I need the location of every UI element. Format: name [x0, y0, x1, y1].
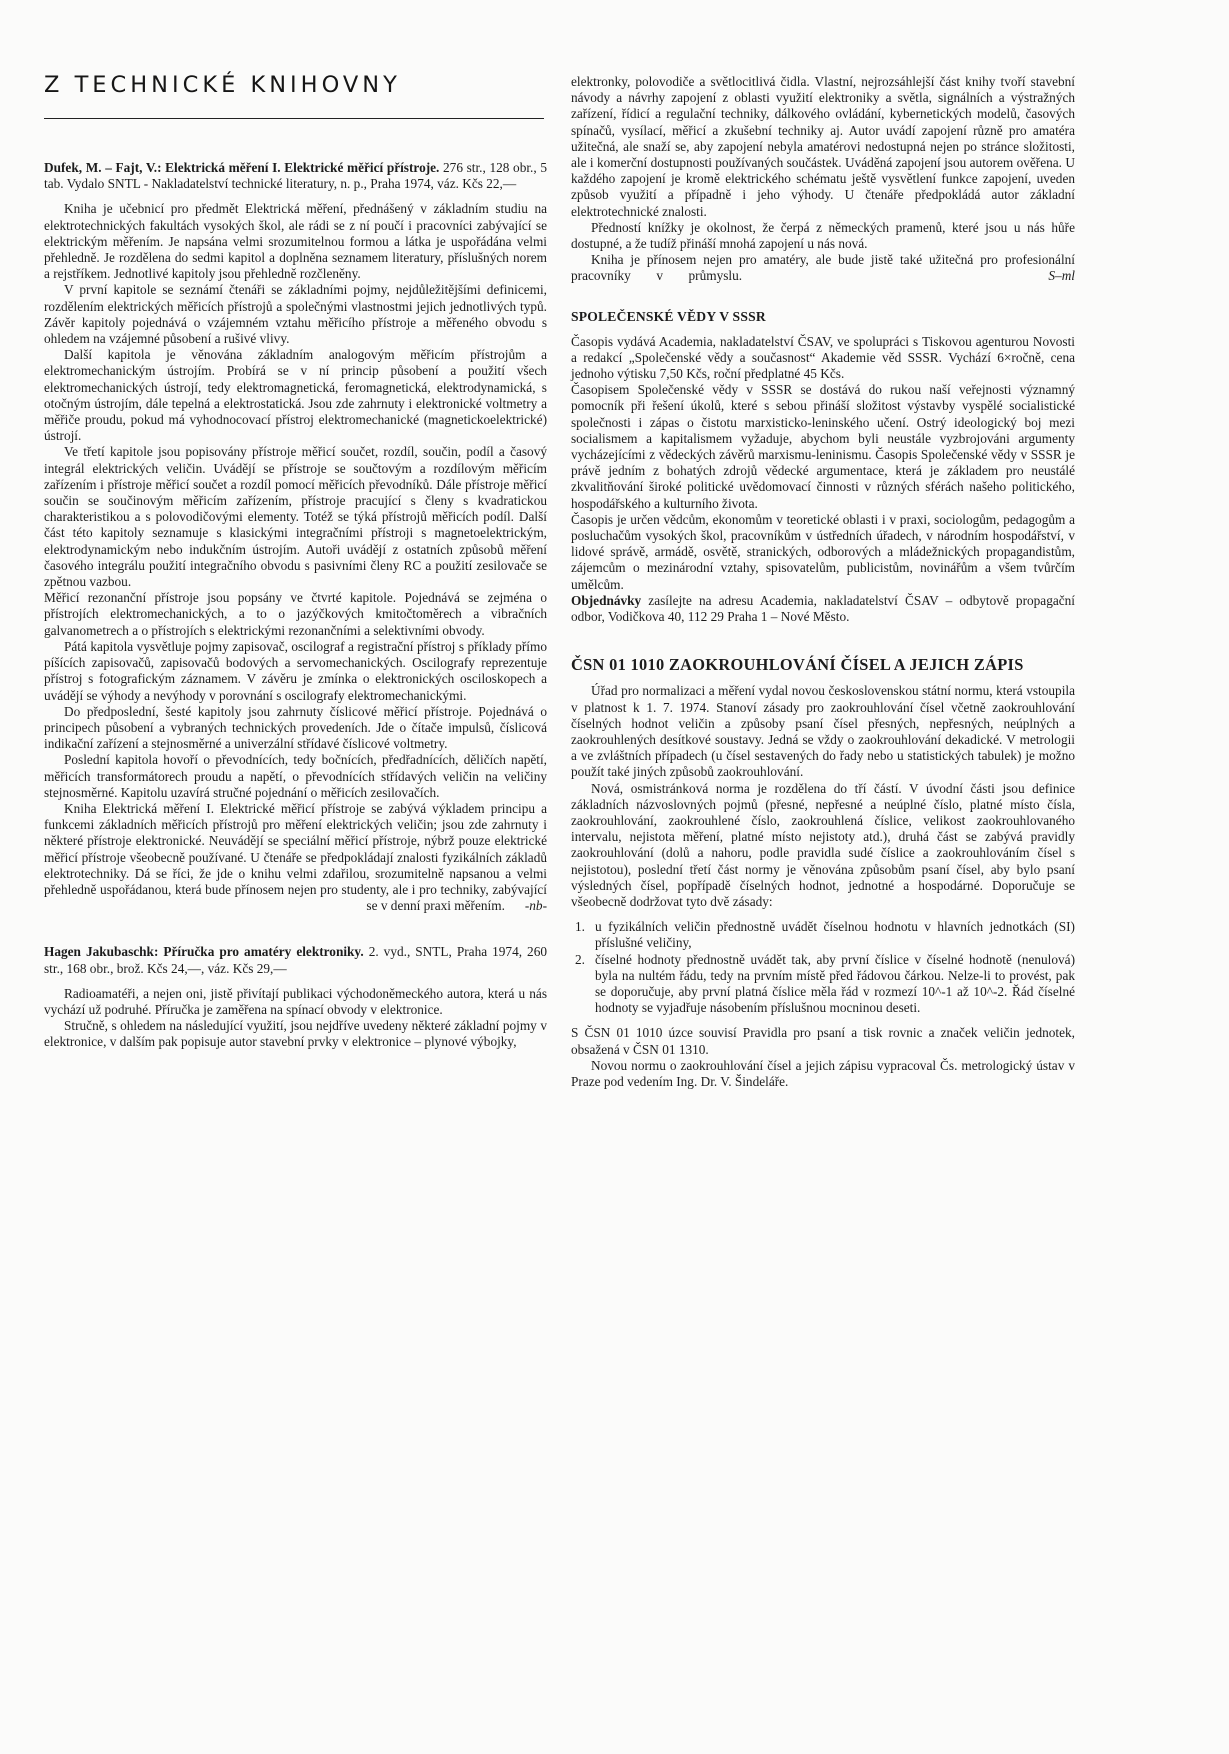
paragraph: Do předposlední, šesté kapitoly jsou zahrnuty číslicové měřicí přístroje. Pojednává o principech působení a vybraných technických provedeních. Jde o čítače impulsů, číslicová indikační zařízení a stejnosměrné a univerzální střídavé číslicové voltmetry. — [44, 703, 547, 752]
signature: -nb- — [524, 898, 547, 914]
paragraph: Předností knížky je okolnost, že čerpá z německých pramenů, které jsou u nás hůře dostupné, a že tudíž přináší mnohá zapojení u nás nová. — [571, 219, 1075, 252]
list-item — [571, 919, 1075, 951]
review-jakubaschk-continued — [571, 74, 1075, 1090]
paragraph: Ve třetí kapitole jsou popisovány přístroje měřicí součet, rozdíl, součin, podíl a časový integrál elektrických veličin. Uvádějí se přístroje se součtovým a rozdílovým měřicím zařízením i přístroje měřicí součet a rozdíl pomocí měřicích převodníků. Dále přístroje měřicí součin se součinovým měřicím zařízením, přístroje pracující s členy s kvadratickou charakteristikou a s polovodičovými elementy. Totéž se týká přístrojů měřicích podíl. Další část této kapitoly seznamuje s klasickými integračními přístroji s magnetoelektrickým, elektrodynamickým nebo indukčním ústrojím. Autoři uvádějí z ostatních způsobů měření časového integrálu použití integračního obvodu s pasivními členy RC a použití zesilovače se zpětnou vazbou. — [44, 444, 547, 590]
paragraph: Nová, osmistránková norma je rozdělena do tří částí. V úvodní části jsou definice základních názvoslovných pojmů (přesné, nepřesné a neúplné číslo, platné místo čísla, zaokrouhlování, zaokrouhlené číslo, zaokrouhlená číslice, velikost zaokrouhlovaného intervalu, nejistota měření, platné místo nejistoty atd.), druhá část se zabývá pravidly zaokrouhlování (dolů a nahoru, podle pravidla sudé číslice a zaokrouhlováním čísel s nejistotou), poslední třetí část normy je věnována způsobům psaní čísel, aby bylo psaní výsledných čísel, popřípadě číselných hodnot, jednotné a hospodárné. Doporučuje se všeobecně dodržovat tyto dvě zásady: — [571, 780, 1075, 909]
title-rule — [44, 118, 544, 119]
paragraph: Stručně, s ohledem na následující využití, jsou nejdříve uvedeny některé základní pojmy v elektronice, v dalším pak popisuje autor stavební prvky v elektronice – plynové výbojky, — [44, 1018, 547, 1050]
news-heading: ČSN 01 1010 ZAOKROUHLOVÁNÍ ČÍSEL A JEJICH ZÁPIS — [571, 655, 1024, 675]
order-address: zasílejte na adresu Academia, nakladatelství ČSAV – odbytově propagační odbor, Vodičkova 40, 112 29 Praha 1 – Nové Město. — [571, 592, 1075, 625]
book-details: 2. vyd., SNTL, Praha 1974, 260 str., 168 obr., brož. Kčs 24,—, váz. Kčs 29,— — [44, 944, 548, 976]
paragraph-text: Kniha Elektrická měření I. Elektrické měřicí přístroje se zabývá výkladem principu a funkcemi základních měřicích přístrojů pro měření elektrických veličin; jsou zde zahrnuty i některé přístroje elektronické. Neuvádějí se speciální měřicí přístroje, nýbrž pouze elektrické měřicí přístroje všeobecně používané. U čtenáře se předpokládají znalosti fyzikálních základů elektrotechniky. Dá se říci, že jde o knihu velmi zdařilou, srozumitelně napsanou a velmi přehledně uspořádanou, která bude přínosem nejen pro studenty, ale i pro techniky, zabývající se v denní praxi měřením. — [44, 800, 547, 914]
paragraph — [44, 801, 547, 914]
paragraph: Pátá kapitola vysvětluje pojmy zapisovač, oscilograf a registrační přístroj s příklady přímo píšících zapisovačů, zapisovačů bodových a servomechanických. Oscilografy reprezentuje přístroj s fotografickým záznamem. V závěru je zmínka o elektronických osciloskopech a uvádějí se výhody a nevýhody v porovnání s oscilografy elektromechanickými. — [44, 638, 547, 703]
section-title: Z TECHNICKÉ KNIHOVNY — [44, 72, 401, 98]
paragraph — [571, 252, 1075, 284]
paragraph: Měřicí rezonanční přístroje jsou popsány ve čtvrté kapitole. Pojednává se zejména o přístrojích elektromechanických, a to o jazýčkových kmitočtoměrech a vibračních galvanometrech a o přístrojích s elektrickými rezonančními a selektivními obvody. — [44, 590, 547, 638]
rules-list — [571, 919, 1075, 1016]
news-heading: SPOLEČENSKÉ VĚDY V SSSR — [571, 308, 766, 324]
paragraph: Poslední kapitola hovoří o převodnících, tedy bočnících, předřadnících, děličích napětí, měřicích transformátorech proudu a napětí, o převodnících střídavých veličin na veličiny stejnosměrné. Kapitolu uzavírá stručné pojednání o měřicích zesilovačích. — [44, 752, 547, 800]
signature: S–ml — [1048, 268, 1076, 284]
review-elektricka-mereni — [44, 160, 547, 1051]
paragraph: Další kapitola je věnována základním analogovým měřicím přístrojům a elektromechanickým ústrojím. Probírá se v ní princip působení a použití všech elektromechanických ústrojí, tedy elektromagnetická, feromagnetická, elektrodynamická, s otočným ústrojím, dále tepelná a elektrostatická. Jsou zde zahrnuty i elektronické voltmetry a měřiče proudu, pokud má vyhodnocovací přístroj elektromechanické (magnetickoelektrické) ústrojí. — [44, 347, 547, 444]
paragraph: Radioamatéři, a nejen oni, jistě přivítají publikaci východoněmeckého autora, která u nás vychází už podruhé. Příručka je zaměřena na spínací obvody v elektronice. — [44, 985, 547, 1017]
paragraph: Časopis vydává Academia, nakladatelství ČSAV, ve spolupráci s Tiskovou agenturou Novosti a redakcí „Společenské vědy a současnost“ Akademie věd SSSR. Vychází 6×ročně, cena jednoho výtisku 7,50 Kčs, roční předplatné 45 Kčs. — [571, 333, 1075, 382]
paragraph: elektronky, polovodiče a světlocitlivá čidla. Vlastní, nejrozsáhlejší část knihy tvoří stavební návody a návrhy zapojení z oblasti využití elektroniky a světla, signálních a výstražných zařízení, řídicí a regulační techniky, dálkového ovládání, kybernetických modelů, časových spínačů, vysílací, měřicí a zkušební techniky aj. Autor uvádí zapojení různě pro amatéra užitečná, ale snaží se, aby zapojení nebyla amatérovi nedostupná nejen po stránce složitosti, ale i komerční dostupnosti používaných součástek. Uváděná zapojení jsou autorem ověřena. U každého zapojení je kromě elektrického schématu ještě vysvětlení funkce zapojení, uveden způsob využití a případně i jeho výhody. U čtenáře předpokládá autor základní elektrotechnické znalosti. — [571, 74, 1075, 219]
bibliography-entry — [44, 160, 547, 192]
order-paragraph — [571, 593, 1075, 625]
order-label: Objednávky — [571, 592, 642, 608]
paragraph: Časopis je určen vědcům, ekonomům v teoretické oblasti i v praxi, sociologům, pedagogům a posluchačům vysokých škol, pracovníkům v ústředních úřadech, v národním hospodářství, v lidové správě, armádě, osvětě, stranických, odborových a mládežnických propagandistům, zájemcům o mezinárodní vztahy, spisovatelům, publicistům, novinářům a všem tvůrčím umělcům. — [571, 511, 1075, 592]
paragraph: Novou normu o zaokrouhlování čísel a jejich zápisu vypracoval Čs. metrologický ústav v Praze pod vedením Ing. Dr. V. Šindeláře. — [571, 1057, 1075, 1089]
list-number: 1. — [575, 919, 585, 935]
paragraph: V první kapitole se seznámí čtenáři se základními pojmy, nejdůležitějšími definicemi, rozdělením elektrických měřicích přístrojů a společnými vlastnostmi jejich jednotlivých typů. Závěr kapitoly pojednává o vzájemném vztahu měřicího přístroje a měřeného obvodu s ohledem na vzájemné působení a rušivé vlivy. — [44, 282, 547, 347]
paragraph-text: Kniha je přínosem nejen pro amatéry, ale bude jistě také užitečná pro profesionální pracovníky v průmyslu. — [571, 252, 1075, 284]
list-number: 2. — [575, 951, 585, 967]
book-title: Hagen Jakubaschk: Příručka pro amatéry elektroniky. — [44, 944, 364, 960]
list-text: číselné hodnoty přednostně uvádět tak, aby první číslice v číselné hodnotě (nenulová) byla na nultém řádu, tedy na prvním místě před řádovou čárkou. Nelze-li to provést, pak se doporučuje, aby první platná číslice měla řád v rozmezí 10^-1 až 10^-2. Řád číselné hodnoty se vyjadřuje násobením příslušnou mocninou deseti. — [595, 951, 1075, 1016]
book-title: Dufek, M. – Fajt, V.: Elektrická měření I. Elektrické měřicí přístroje. — [44, 160, 440, 175]
list-item — [571, 952, 1075, 1017]
bibliography-entry — [44, 944, 547, 976]
paragraph: Úřad pro normalizaci a měření vydal novou československou státní normu, která vstoupila v platnost k 1. 7. 1974. Stanoví zásady pro zaokrouhlování čísel včetně zaokrouhlování číselných hodnot veličin a způsoby psaní čísel přesných, nepřesných, neúplných a zaokrouhlených desítkové soustavy. Jedná se vždy o zaokrouhlování dekadické. V metrologii a ve zvláštních případech (u čísel sestavených do řady nebo u statistických tabulek) je možno použít také jiných způsobů zaokrouhlování. — [571, 683, 1075, 780]
list-text: u fyzikálních veličin přednostně uvádět číselnou hodnotu v hlavních jednotkách (SI) příslušné veličiny, — [595, 919, 1075, 951]
paragraph: Kniha je učebnicí pro předmět Elektrická měření, přednášený v základním studiu na elektrotechnických fakultách vysokých škol, ale rádi se z ní poučí i pracovníci zabývající se elektrickým měřením. Je napsána velmi srozumitelnou formou a látka je uspořádána velmi přehledně. Je rozdělena do sedmi kapitol a doplněna seznamem literatury, příslušných norem a rejstříkem. Jednotlivé kapitoly jsou přehledně rozčleněny. — [44, 201, 547, 282]
paragraph: S ČSN 01 1010 úzce souvisí Pravidla pro psaní a tisk rovnic a značek veličin jednotek, obsažená v ČSN 01 1310. — [571, 1025, 1075, 1057]
paragraph: Časopisem Společenské vědy v SSSR se dostává do rukou naší veřejnosti významný pomocník při řešení úkolů, které s sebou přináší složitost výstavby vyspělé socialistické společnosti i zápas o čistotu marxisticko-leninského učení. Ostrý ideologický boj mezi socialismem a kapitalismem vyžaduje, abychom byli neustále vyzbrojováni argumenty vycházejícími z vědeckých závěrů marxismu-leninismu. Časopis Společenské vědy v SSSR je právě jedním z bohatých zdrojů vědecké argumentace, která je základem pro neustálé zkvalitňování široké politické uvědomovací činnosti v různých sférách našeho politického, hospodářského a kulturního života. — [571, 382, 1075, 511]
book-details: 276 str., 128 obr., 5 tab. Vydalo SNTL - Nakladatelství technické literatury, n. p., Praha 1974, váz. Kčs 22,— — [44, 160, 547, 192]
